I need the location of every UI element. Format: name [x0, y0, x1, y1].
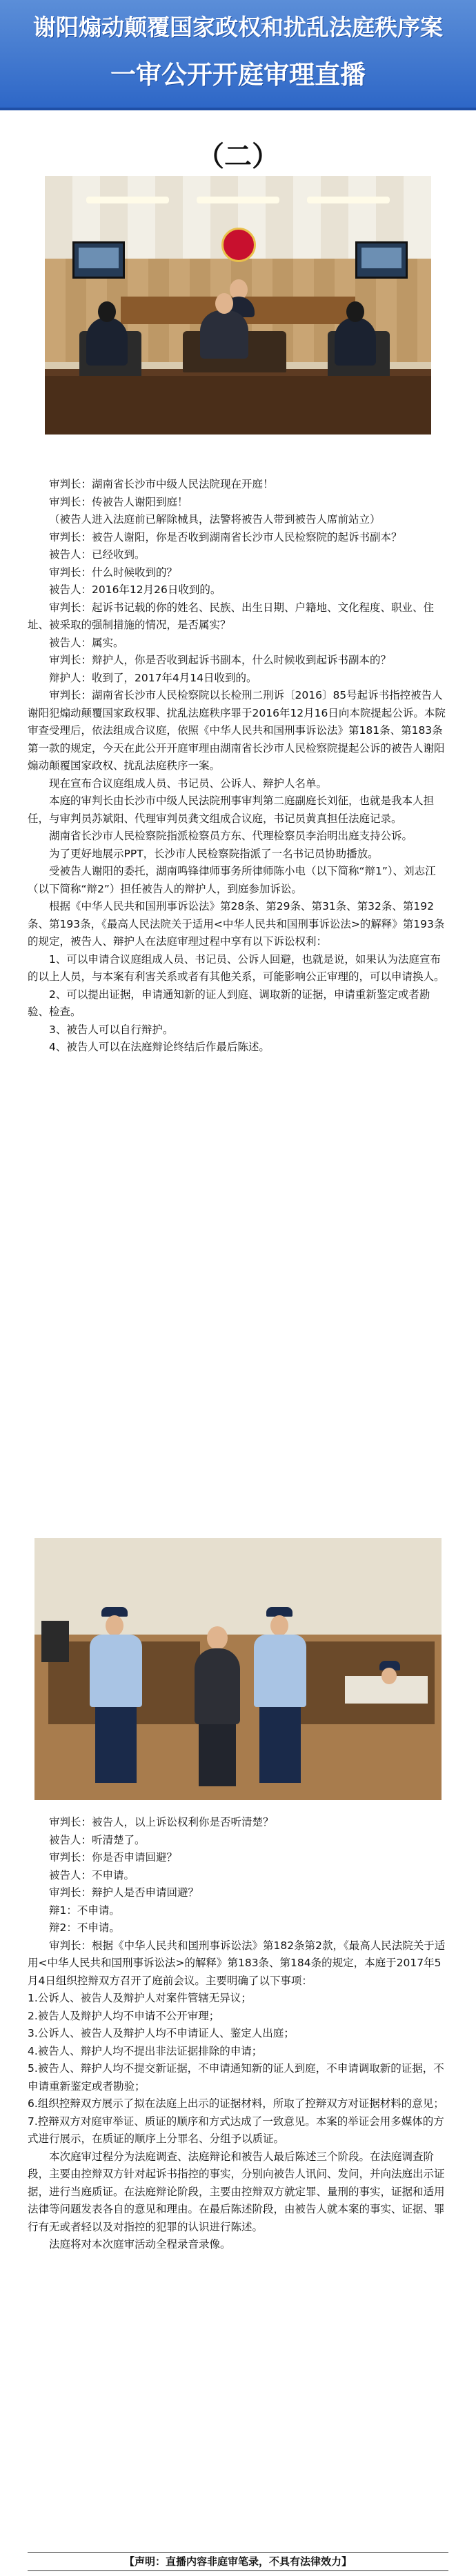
transcript-line: 现在宣布合议庭组成人员、书记员、公诉人、辩护人名单。 [49, 777, 328, 790]
transcript-line: 1、可以申请合议庭组成人员、书记员、公诉人回避，也就是说，如果认为法庭宣布的以上人员，与本案有利害关系或者有其他关系，可能影响公正审理的，可以申请换人。 [28, 952, 445, 983]
transcript-line: 被告人：2016年12月26日收到的。 [49, 583, 221, 596]
defendant-photo [34, 1538, 442, 1800]
transcript-line: 审判长：什么时候收到的？ [49, 566, 178, 579]
transcript-line: 审判长：被告人，以上诉讼权利你是否听清楚？ [49, 1816, 274, 1828]
transcript-line: （被告人进入法庭前已解除械具，法警将被告人带到被告人席前站立） [49, 513, 381, 526]
transcript-line: 审判长：辩护人，你是否收到起诉书副本，什么时候收到起诉书副本的？ [49, 654, 392, 666]
part-label: （二） [197, 141, 279, 172]
transcript-line: 审判长：湖南省长沙市中级人民法院现在开庭！ [49, 478, 274, 490]
transcript-line: 法庭将对本次庭审活动全程录音录像。 [49, 2238, 231, 2250]
transcript-line: 2.被告人及辩护人均不申请不公开审理； [28, 2009, 220, 2022]
header-title-line2: 一审公开开庭审理直播 [110, 60, 366, 90]
transcript-line: 根据《中华人民共和国刑事诉讼法》第28条、第29条、第31条、第32条、第192条、第193条，《最高人民法院关于适用<中华人民共和国刑事诉讼法>的解释》第193条的规定，被告人、辩护人在法庭审理过程中享有以下诉讼权利： [28, 900, 445, 948]
disclaimer: 【声明：直播内容非庭审笔录，不具有法律效力】 [28, 2552, 448, 2571]
transcript-line: 审判长：起诉书记载的你的姓名、民族、出生日期、户籍地、文化程度、职业、住址、被采取的强制措施的情况，是否属实？ [28, 601, 435, 631]
transcript-line: 本庭的审判长由长沙市中级人民法院刑事审判第二庭副庭长刘征，也就是我本人担任，与审判员苏斌阳、代理审判员龚文组成合议庭，书记员黄真担任法庭记录。 [28, 795, 435, 825]
transcript-line: 4.被告人、辩护人均不提出非法证据排除的申请； [28, 2044, 263, 2057]
transcript-line: 辩1：不申请。 [49, 1904, 120, 1917]
header-banner [0, 0, 476, 110]
courtroom-photo [45, 176, 431, 435]
transcript-line: 审判长：传被告人谢阳到庭！ [49, 495, 188, 508]
transcript-line: 审判长：被告人谢阳，你是否收到湖南省长沙市人民检察院的起诉书副本？ [49, 530, 402, 543]
national-emblem-icon [221, 228, 256, 262]
transcript-line: 辩护人：收到了，2017年4月14日收到的。 [49, 671, 257, 684]
transcript-line: 本次庭审过程分为法庭调查、法庭辩论和被告人最后陈述三个阶段。在法庭调查阶段，主要由控辩双方针对起诉书指控的事实，分别向被告人讯问、发问，并向法庭出示证据，进行当庭质证。在法庭辩论阶段，主要由控辩双方就定罪、量刑的事实，证据和适用法律等问题发表各自的意见和理由。在最后陈述阶段，由被告人就本案的事实、证据、罪行有无或者轻以及对指控的犯罪的认识进行陈述。 [28, 2150, 445, 2233]
transcript-line: 7.控辩双方对庭审举证、质证的顺序和方式达成了一致意见。本案的举证会用多媒体的方式进行展示，在质证的顺序上分罪名、分组予以质证。 [28, 2115, 444, 2145]
transcript-line: 审判长：湖南省长沙市人民检察院以长检刑二刑诉〔2016〕85号起诉书指控被告人谢阳犯煽动颠覆国家政权罪、扰乱法庭秩序罪于2016年12月16日向本院提起公诉。本院审查受理后，依法组成合议庭，依照《中华人民共和国刑事诉讼法》第181条、第183条第一款的规定，今天在此公开开庭审理由湖南省长沙市人民检察院提起公诉的被告人谢阳煽动颠覆国家政权、扰乱法庭秩序一案。 [28, 689, 446, 772]
transcript-line: 被告人：不申请。 [49, 1868, 135, 1881]
transcript-line: 3.公诉人、被告人及辩护人均不申请证人、鉴定人出庭； [28, 2027, 295, 2039]
transcript-part-2 [28, 1814, 450, 2254]
transcript-line: 2、可以提出证据，申请通知新的证人到庭、调取新的证据，申请重新鉴定或者勘验、检查。 [28, 988, 430, 1018]
transcript-line: 被告人：听清楚了。 [49, 1833, 146, 1846]
transcript-line: 辩2：不申请。 [49, 1921, 120, 1934]
transcript-line: 为了更好地展示PPT，长沙市人民检察院指派了一名书记员协助播放。 [49, 847, 379, 860]
transcript-part-1 [28, 476, 450, 1057]
transcript-line: 受被告人谢阳的委托，湖南鸣锋律师事务所律师陈小电（以下简称“辩1”）、刘志江（以下简称“辩2”）担任被告人的辩护人，到庭参加诉讼。 [28, 865, 436, 895]
transcript-line: 审判长：根据《中华人民共和国刑事诉讼法》第182条第2款，《最高人民法院关于适用<中华人民共和国刑事诉讼法>的解释》第183条、第184条的规定，本庭于2017年5月4日组织控辩双方召开了庭前会议。主要明确了以下事项： [28, 1939, 446, 1987]
transcript-line: 6.组织控辩双方展示了拟在法庭上出示的证据材料，所取了控辩双方对证据材料的意见； [28, 2097, 444, 2110]
transcript-line: 被告人：属实。 [49, 636, 124, 649]
transcript-line: 4、被告人可以在法庭辩论终结后作最后陈述。 [49, 1041, 270, 1053]
transcript-line: 5.被告人、辩护人均不提交新证据，不申请通知新的证人到庭，不申请调取新的证据，不申请重新鉴定或者勘验； [28, 2062, 444, 2093]
transcript-line: 审判长：你是否申请回避？ [49, 1851, 178, 1864]
transcript-line: 1.公诉人、被告人及辩护人对案件管辖无异议； [28, 1992, 252, 2004]
transcript-line: 3、被告人可以自行辩护。 [49, 1023, 174, 1036]
transcript-line: 审判长：辩护人是否申请回避？ [49, 1886, 199, 1899]
transcript-line: 被告人：已经收到。 [49, 548, 146, 561]
transcript-line: 湖南省长沙市人民检察院指派检察员方东、代理检察员李治明出庭支持公诉。 [49, 830, 413, 842]
header-title-line1: 谢阳煽动颠覆国家政权和扰乱法庭秩序案 [33, 14, 443, 41]
